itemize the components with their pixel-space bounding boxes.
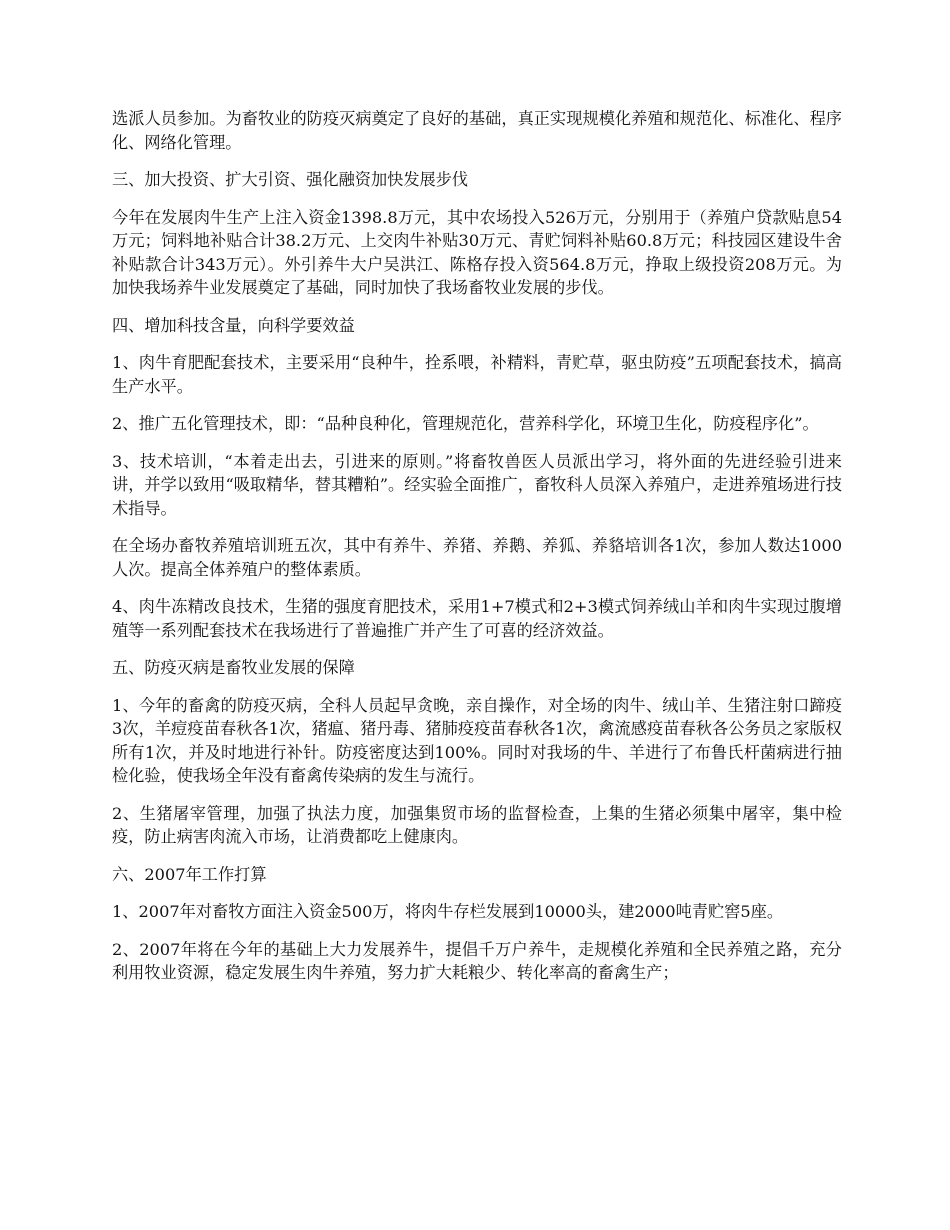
paragraph-tech-2: 2、推广五化管理技术，即：“品种良种化，管理规范化，营养科学化，环境卫生化，防疫程序化”。 <box>112 414 819 433</box>
paragraph-investment: 今年在发展肉牛生产上注入资金1398.8万元，其中农场投入526万元，分别用于（养殖户贷款贴息54万元；饲料地补贴合计38.2万元、上交肉牛补贴30万元、青贮饲料补贴60.8万元；科技园区建设牛舍补贴款合计343万元）。外引养牛大户吴洪江、陈格存投入资564.8万元，挣取上级投资208万元。为加快我场养牛业发展奠定了基础，同时加快了我场畜牧业发展的步伐。 <box>112 207 842 297</box>
paragraph-tech-3: 3、技术培训，“本着走出去，引进来的原则。”将畜牧兽医人员派出学习，将外面的先进经验引进来讲，并学以致用“吸取精华，替其糟粕”。经实验全面推广，畜牧科人员深入养殖户，走进养殖场进行技术指导。 <box>112 451 842 518</box>
paragraph-1: 选派人员参加。为畜牧业的防疫灭病奠定了良好的基础，真正实现规模化养殖和规范化、标准化、程序化、网络化管理。 <box>112 109 842 152</box>
paragraph-tech-4: 4、肉牛冻精改良技术，生猪的强度育肥技术，采用1+7模式和2+3模式饲养绒山羊和肉牛实现过腹增殖等一系列配套技术在我场进行了普遍推广并产生了可喜的经济效益。 <box>112 597 842 640</box>
section-heading-6: 六、2007年工作打算 <box>112 864 267 884</box>
paragraph-epidemic-2: 2、生猪屠宰管理，加强了执法力度，加强集贸市场的监督检查，上集的生猪必须集中屠宰，集中检疫，防止病害肉流入市场，让消费都吃上健康肉。 <box>112 803 842 846</box>
paragraph-training: 在全场办畜牧养殖培训班五次，其中有养牛、养猪、养鹅、养狐、养貉培训各1次，参加人数达1000人次。提高全体养殖户的整体素质。 <box>112 536 842 579</box>
paragraph-plan-2: 2、2007年将在今年的基础上大力发展养牛，提倡千万户养牛，走规模化养殖和全民养殖之路，充分利用牧业资源，稳定发展生肉牛养殖，努力扩大耗粮少、转化率高的畜禽生产； <box>112 939 842 982</box>
section-heading-3: 三、加大投资、扩大引资、强化融资加快发展步伐 <box>112 170 469 189</box>
paragraph-epidemic-1: 1、今年的畜禽的防疫灭病，全科人员起早贪晚，亲自操作，对全场的肉牛、绒山羊、生猪注射口蹄疫3次，羊痘疫苗春秋各1次，猪瘟、猪丹毒、猪肺疫疫苗春秋各1次，禽流感疫苗春秋各公务员之家版权所有1次，并及时地进行补针。防疫密度达到100%。同时对我场的牛、羊进行了布鲁氏杆菌病进行抽检化验，使我场全年没有畜禽传染病的发生与流行。 <box>112 695 842 785</box>
section-heading-4: 四、增加科技含量，向科学要效益 <box>112 315 355 335</box>
document-body <box>112 107 842 999</box>
paragraph-tech-1: 1、肉牛育肥配套技术，主要采用“良种牛，拴系喂，补精料，青贮草，驱虫防疫”五项配套技术，搞高生产水平。 <box>112 353 842 396</box>
section-heading-5: 五、防疫灭病是畜牧业发展的保障 <box>112 658 355 677</box>
paragraph-plan-1: 1、2007年对畜牧方面注入资金500万，将肉牛存栏发展到10000头，建2000吨青贮窖5座。 <box>112 902 784 921</box>
